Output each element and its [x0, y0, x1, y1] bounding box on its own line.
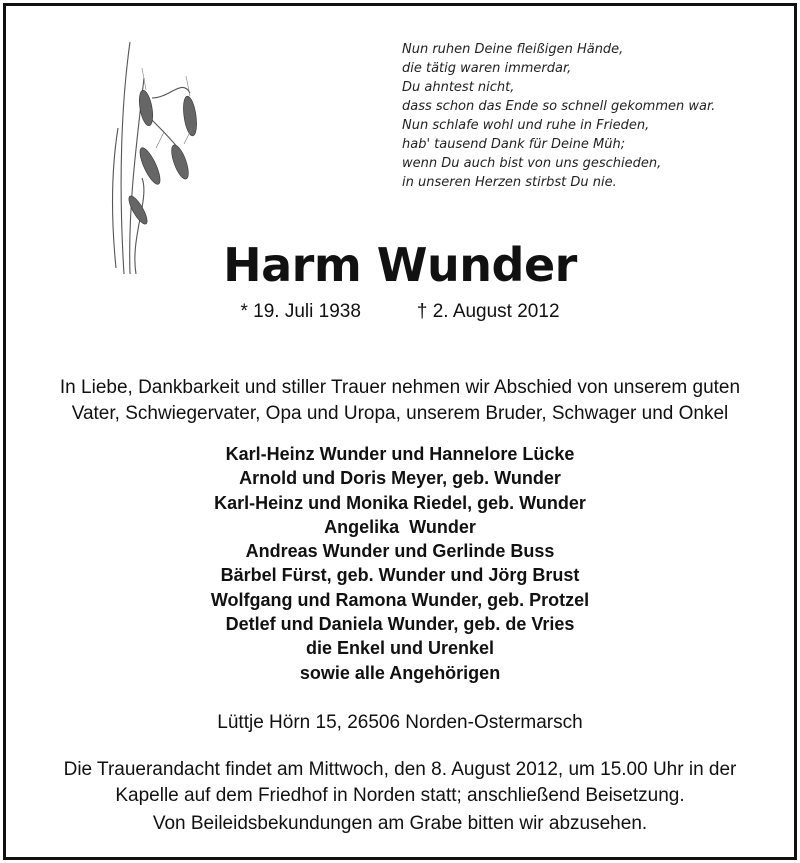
mourner-entry: Wolfgang und Ramona Wunder, geb. Protzel: [210, 589, 590, 610]
poem-line: wenn Du auch bist von uns geschieden,: [402, 156, 662, 171]
poem-line: Nun ruhen Deine fleißigen Hände,: [402, 42, 624, 57]
farewell-line: Vater, Schwiegervater, Opa und Uropa, unserem Bruder, Schwager und Onkel: [71, 403, 729, 424]
birth-date: * 19. Juli 1938: [240, 301, 361, 322]
mourner-entry: Bärbel Fürst, geb. Wunder und Jörg Brust: [220, 565, 580, 586]
mourner-entry: Angelika Wunder: [324, 516, 476, 537]
family-address: Lüttje Hörn 15, 26506 Norden-Ostermarsch: [217, 712, 583, 733]
mourner-entry: Andreas Wunder und Gerlinde Buss: [245, 541, 555, 562]
life-dates: [0, 301, 800, 323]
service-line: Kapelle auf dem Friedhof in Norden statt; anschließend Beisetzung.: [115, 785, 685, 806]
poem-line: in unseren Herzen stirbst Du nie.: [402, 175, 617, 190]
mourner-entry: Arnold und Doris Meyer, geb. Wunder: [239, 468, 561, 489]
service-line: Die Trauerandacht findet am Mittwoch, den 8. August 2012, um 15.00 Uhr in der: [63, 759, 737, 780]
poem-line: Nun schlafe wohl und ruhe in Frieden,: [402, 118, 650, 133]
poem-line: dass schon das Ende so schnell gekommen war.: [402, 99, 716, 114]
death-date: † 2. August 2012: [416, 301, 560, 322]
poem-line: Du ahntest nicht,: [402, 80, 515, 95]
mourner-entry: Karl-Heinz und Monika Riedel, geb. Wunder: [214, 492, 586, 513]
closing-note: Von Beileidsbekundungen am Grabe bitten wir abzusehen.: [152, 813, 648, 834]
mourner-entry: Detlef und Daniela Wunder, geb. de Vries: [225, 614, 575, 635]
poem-line: die tätig waren immerdar,: [402, 61, 572, 76]
poem-verse: [402, 40, 715, 192]
farewell-text: [0, 375, 800, 427]
farewell-line: In Liebe, Dankbarkeit und stiller Trauer nehmen wir Abschied von unserem guten: [59, 377, 741, 398]
mourner-entry: sowie alle Angehörigen: [299, 662, 501, 683]
mourner-entry: Karl-Heinz Wunder und Hannelore Lücke: [225, 444, 575, 464]
mourners-list: [0, 442, 800, 685]
service-info: [0, 757, 800, 809]
mourner-entry: die Enkel und Urenkel: [305, 638, 495, 659]
poem-line: hab' tausend Dank für Deine Müh;: [402, 137, 626, 152]
deceased-name: Harm Wunder: [223, 238, 577, 292]
